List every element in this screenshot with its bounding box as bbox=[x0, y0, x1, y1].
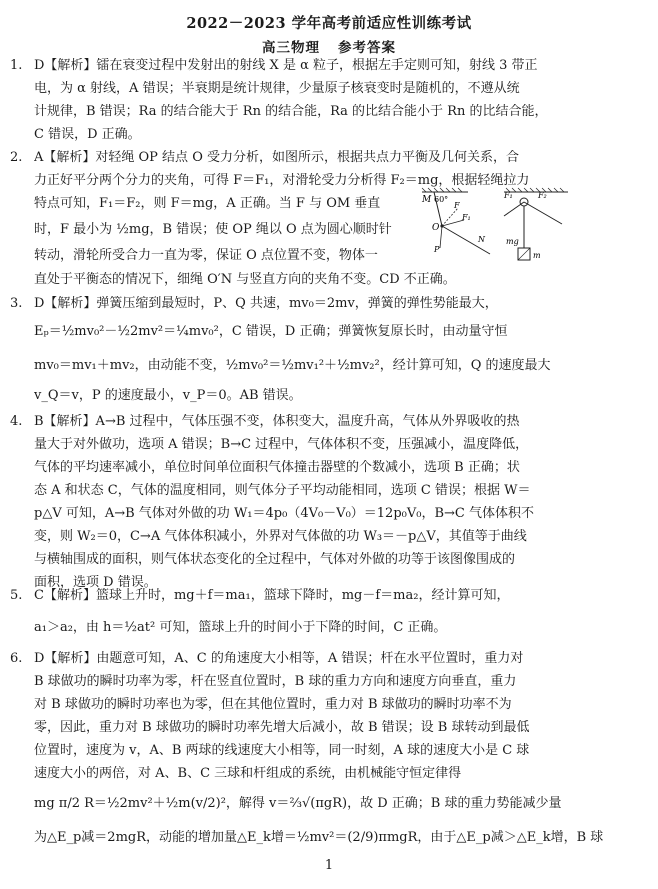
question-number: 4. bbox=[10, 414, 23, 429]
answer-line: 特点可知，F₁＝F₂，则 F＝mg，A 正确。当 F 与 OM 垂直 bbox=[34, 196, 381, 211]
force-diagram bbox=[420, 186, 570, 272]
label-p: P bbox=[434, 245, 440, 254]
answer-line: 速度大小的两倍，对 A、B、C 三球和杆组成的系统，由机械能守恒定律得 bbox=[34, 766, 462, 781]
ceiling-right-hatch bbox=[506, 188, 564, 192]
answer-line: C 错误，D 正确。 bbox=[34, 127, 141, 142]
answer-line: 时，F 最小为 ½mg，B 错误；使 OP 绳以 O 点为圆心顺时针 bbox=[34, 222, 392, 237]
answer-line: a₁＞a₂，由 h＝½at² 可知，篮球上升的时间小于下降的时间，C 正确。 bbox=[34, 620, 447, 635]
answer-line: B【解析】A→B 过程中，气体压强不变，体积变大，温度升高，气体从外界吸收的热 bbox=[34, 414, 520, 429]
label-n: N bbox=[478, 235, 485, 244]
answer-line: 与横轴围成的面积，则气体状态变化的全过程中，气体对外做的功等于该图像围成的 bbox=[34, 552, 516, 567]
label-angle: 60° bbox=[434, 195, 449, 204]
answer-line: 量大于对外做功，选项 A 错误；B→C 过程中，气体体积不变，压强减小，温度降低， bbox=[34, 437, 529, 452]
answer-line: 位置时，速度为 v，A、B 两球的线速度大小相等，同一时刻，A 球的速度大小是 C 球 bbox=[34, 743, 530, 758]
label-f1-left: F₁ bbox=[462, 213, 471, 222]
question-number: 3. bbox=[10, 296, 23, 311]
answer-line: 转动，滑轮所受合力一直为零，保证 O 点位置不变，物体一 bbox=[34, 248, 378, 263]
answer-line: Eₚ＝½mv₀²－½2mv²＝¼mv₀²，C 错误，D 正确；弹簧恢复原长时，由动量守恒 bbox=[34, 324, 508, 339]
label-f: F bbox=[454, 201, 460, 210]
answer-line: C【解析】篮球上升时，mg＋f＝ma₁，篮球下降时，mg－f＝ma₂，经计算可知， bbox=[34, 588, 510, 603]
doc-type-label: 参考答案 bbox=[338, 40, 396, 56]
answer-line: 计规律，B 错误；Ra 的结合能大于 Rn 的结合能，Ra 的比结合能小于 Rn 的比结合能， bbox=[34, 104, 548, 119]
question-number: 1. bbox=[10, 58, 23, 73]
document-title: 2022－2023 学年高考前适应性训练考试 bbox=[186, 15, 472, 32]
answer-line: 力正好平分两个分力的夹角，可得 F＝F₁，对滑轮受力分析得 F₂＝mg，根据轻绳拉力 bbox=[34, 173, 530, 188]
answer-line: 变，则 W₂＝0，C→A 气体体积减小，外界对气体做的功 W₃＝－p△V，其值等于曲线 bbox=[34, 529, 527, 544]
label-m-point: M bbox=[422, 195, 432, 205]
rope-left-up bbox=[504, 202, 524, 216]
answer-line: 态 A 和状态 C，气体的温度相同，则气体分子平均动能相同，选项 C 错误；根据 W＝ bbox=[34, 483, 531, 498]
answer-line: v_Q＝v，P 的速度最小，v_P＝0。AB 错误。 bbox=[34, 388, 302, 403]
answer-line: 对 B 球做功的瞬时功率也为零，但在其他位置时，重力对 B 球做功的瞬时功率不为 bbox=[34, 697, 512, 712]
rope-right-up bbox=[524, 202, 562, 224]
label-mass: m bbox=[533, 251, 541, 260]
force-f bbox=[442, 208, 458, 226]
answer-line: mv₀＝mv₁＋mv₂，由动能不变，½mv₀²＝½mv₁²＋½mv₂²，经计算可知，Q 的速度最大 bbox=[34, 358, 551, 373]
answer-line: B 球做功的瞬时功率为零，杆在竖直位置时，B 球的重力方向和速度方向垂直，重力 bbox=[34, 674, 517, 689]
point-o bbox=[440, 224, 443, 227]
label-o: O bbox=[432, 223, 440, 233]
page-number: 1 bbox=[324, 858, 334, 873]
label-f2: F₂ bbox=[538, 191, 547, 200]
answer-line: 零，因此，重力对 B 球做功的瞬时功率先增大后减小，故 B 错误；设 B 球转动到最低 bbox=[34, 720, 530, 735]
answer-line: 为△E_p减＝2mgR，动能的增加量△E_k增＝½mv²＝(2/9)πmgR，由于△E_p减＞△E_k增，B 球 bbox=[34, 830, 604, 845]
answer-line: 直处于平衡态的情况下，细绳 O′N 与竖直方向的夹角不变。CD 不正确。 bbox=[34, 272, 456, 287]
ceiling-hatch bbox=[422, 188, 462, 192]
question-number: 6. bbox=[10, 651, 23, 666]
answer-line: 气体的平均速率减小，单位时间单位面积气体撞击器壁的个数减小，选项 B 正确；状 bbox=[34, 460, 520, 475]
force-down bbox=[440, 226, 442, 248]
question-number: 5. bbox=[10, 588, 23, 603]
subject-label: 高三物理 bbox=[262, 40, 320, 56]
answer-line: D【解析】由题意可知，A、C 的角速度大小相等，A 错误；杆在水平位置时，重力对 bbox=[34, 651, 524, 666]
answer-line: D【解析】镭在衰变过程中发射出的射线 X 是 α 粒子，根据左手定则可知，射线 3 带正 bbox=[34, 58, 538, 73]
answer-line: A【解析】对轻绳 OP 结点 O 受力分析，如图所示，根据共点力平衡及几何关系，合 bbox=[34, 150, 519, 165]
label-f1-right: F₁ bbox=[504, 191, 513, 200]
answer-line: 电，为 α 射线，A 错误；半衰期是统计规律，少量原子核衰变时是随机的，不遵从统 bbox=[34, 81, 520, 96]
answer-line: 面积，选项 D 错误。 bbox=[34, 575, 157, 590]
label-mg: mg bbox=[506, 237, 519, 246]
force-f1 bbox=[442, 220, 464, 226]
answer-line: mg π/2 R＝½2mv²＋½m(v/2)²，解得 v＝⅔√(πgR)，故 D 正确；B 球的重力势能减少量 bbox=[34, 796, 562, 811]
answer-line: p△V 可知，A→B 气体对外做的功 W₁＝4p₀（4V₀－V₀）＝12p₀V₀，B→C 气体体积不 bbox=[34, 506, 534, 521]
question-number: 2. bbox=[10, 150, 23, 165]
document-subtitle bbox=[0, 36, 658, 56]
answer-line: D【解析】弹簧压缩到最短时，P、Q 共速，mv₀＝2mv，弹簧的弹性势能最大， bbox=[34, 296, 498, 311]
